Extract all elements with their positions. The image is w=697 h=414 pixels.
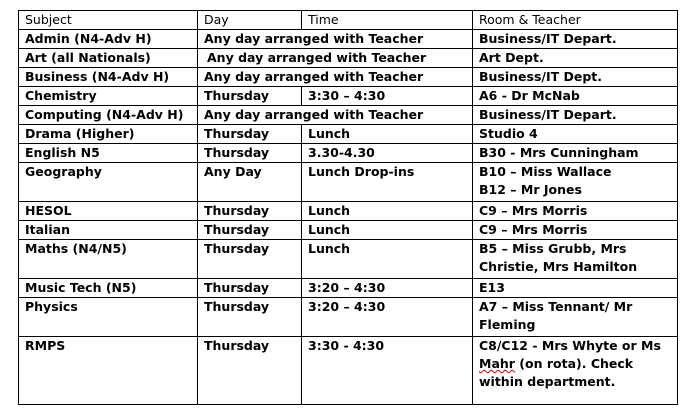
cell-subject: Computing (N4-Adv H) [19, 106, 198, 125]
cell-subject: Italian [19, 221, 198, 240]
cell-day: Any Day [198, 163, 302, 202]
cell-day: Thursday [198, 221, 302, 240]
cell-subject: Maths (N4/N5) [19, 240, 198, 279]
cell-room: C9 – Mrs Morris [473, 202, 678, 221]
table-row [19, 125, 678, 144]
cell-room: Art Dept. [473, 49, 678, 68]
cell-time: 3.30-4.30 [302, 144, 473, 163]
cell-time: Lunch [302, 240, 473, 279]
cell-subject: HESOL [19, 202, 198, 221]
cell-time: Lunch [302, 202, 473, 221]
cell-room [473, 337, 678, 405]
header-day: Day [198, 11, 302, 30]
cell-room: Business/IT Dept. [473, 68, 678, 87]
cell-subject: Admin (N4-Adv H) [19, 30, 198, 49]
table-row [19, 240, 678, 279]
cell-day: Thursday [198, 87, 302, 106]
cell-room: Studio 4 [473, 125, 678, 144]
room-text: (on rota). Check within department. [479, 356, 634, 389]
cell-subject: Business (N4-Adv H) [19, 68, 198, 87]
cell-day-time: Any day arranged with Teacher [198, 49, 473, 68]
study-support-timetable [18, 10, 678, 405]
table-row [19, 30, 678, 49]
cell-time: Lunch [302, 221, 473, 240]
cell-room: C9 – Mrs Morris [473, 221, 678, 240]
cell-time: 3:30 - 4:30 [302, 337, 473, 405]
cell-day-time: Any day arranged with Teacher [198, 30, 473, 49]
cell-time: 3:30 – 4:30 [302, 87, 473, 106]
table-row [19, 202, 678, 221]
room-text: C8/C12 - Mrs Whyte or Ms [479, 338, 661, 353]
cell-room [473, 163, 678, 202]
table-row [19, 298, 678, 337]
table-row [19, 49, 678, 68]
header-row [19, 11, 678, 30]
cell-subject: Drama (Higher) [19, 125, 198, 144]
cell-day: Thursday [198, 202, 302, 221]
cell-room: A6 - Dr McNab [473, 87, 678, 106]
header-room-teacher: Room & Teacher [473, 11, 678, 30]
cell-room: B5 – Miss Grubb, Mrs Christie, Mrs Hamilton [473, 240, 678, 279]
cell-day: Thursday [198, 337, 302, 405]
cell-subject: Art (all Nationals) [19, 49, 198, 68]
cell-day: Thursday [198, 298, 302, 337]
table-row [19, 163, 678, 202]
cell-time: 3:20 – 4:30 [302, 279, 473, 298]
table-row [19, 68, 678, 87]
cell-room: Business/IT Depart. [473, 106, 678, 125]
room-line: B10 – Miss Wallace [479, 164, 612, 179]
table-row [19, 221, 678, 240]
table-row [19, 337, 678, 405]
header-subject: Subject [19, 11, 198, 30]
cell-room: A7 – Miss Tennant/ Mr Fleming [473, 298, 678, 337]
cell-subject: English N5 [19, 144, 198, 163]
cell-day-time: Any day arranged with Teacher [198, 68, 473, 87]
cell-day: Thursday [198, 144, 302, 163]
cell-time: 3:20 – 4:30 [302, 298, 473, 337]
cell-room: B30 - Mrs Cunningham [473, 144, 678, 163]
cell-time: Lunch [302, 125, 473, 144]
cell-room: Business/IT Depart. [473, 30, 678, 49]
cell-day-time: Any day arranged with Teacher [198, 106, 473, 125]
table-row [19, 106, 678, 125]
cell-subject: Physics [19, 298, 198, 337]
table-row [19, 144, 678, 163]
cell-day: Thursday [198, 125, 302, 144]
header-time: Time [302, 11, 473, 30]
table-row [19, 87, 678, 106]
spellcheck-word: Mahr [479, 356, 515, 371]
cell-day: Thursday [198, 279, 302, 298]
table-row [19, 279, 678, 298]
room-line: B12 – Mr Jones [479, 182, 582, 197]
cell-subject: RMPS [19, 337, 198, 405]
cell-subject: Geography [19, 163, 198, 202]
cell-subject: Music Tech (N5) [19, 279, 198, 298]
cell-day: Thursday [198, 240, 302, 279]
cell-room: E13 [473, 279, 678, 298]
cell-subject: Chemistry [19, 87, 198, 106]
cell-time: Lunch Drop-ins [302, 163, 473, 202]
